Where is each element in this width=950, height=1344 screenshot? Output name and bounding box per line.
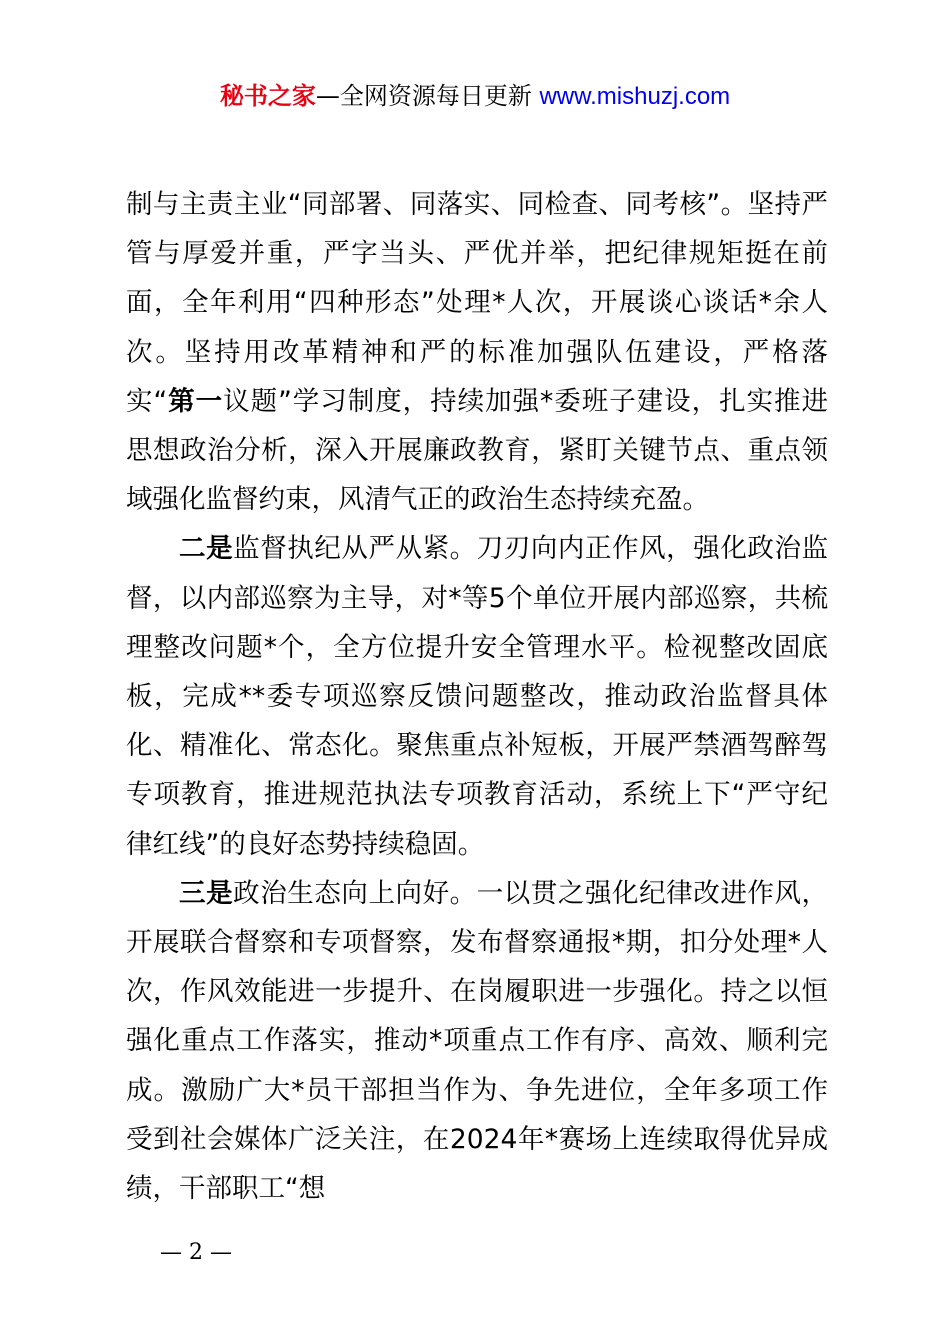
site-brand: 秘书之家: [219, 82, 316, 110]
paragraph-continued: [126, 180, 828, 524]
paragraph-bold-term: 第一: [167, 385, 224, 417]
paragraph-text: 监督执纪从严从紧。刀刃向内正作风，强化政治监督，以内部巡察为主导，对*等5个单位开展内部巡察，共梳理整改问题*个，全方位提升安全管理水平。检视整改固底板，完成**委专项巡察反馈问题整改，推动政治监督具体化、精准化、常态化。聚焦重点补短板，开展严禁酒驾醉驾专项教育，推进规范执法专项教育活动，系统上下“严守纪律红线”的良好态势持续稳固。: [126, 533, 829, 860]
site-url-link[interactable]: www.mishuzj.com: [539, 83, 731, 110]
paragraph-lead: 三是: [179, 877, 234, 909]
site-tagline: —全网资源每日更新: [315, 82, 540, 110]
paragraph-point-two: [126, 524, 828, 868]
paragraph-lead: 二是: [179, 533, 234, 565]
document-body: [126, 180, 828, 1213]
paragraph-text: 政治生态向上向好。一以贯之强化纪律改进作风，开展联合督察和专项督察，发布督察通报*期，扣分处理*人次，作风效能进一步提升、在岗履职进一步强化。持之以恒强化重点工作落实，推动*项重点工作有序、高效、顺利完成。激励广大*员干部担当作为、争先进位，全年多项工作受到社会媒体广泛关注，在2024年*赛场上连续取得优异成绩，干部职工“想: [126, 877, 829, 1205]
paragraph-text: 制与主责主业“同部署、同落实、同检查、同考核”。坚持严管与厚爱并重，严字当头、严优并举，把纪律规矩挺在前面，全年利用“四种形态”处理*人次，开展谈心谈话*余人次。坚持用改革精神和严的标准加强队伍建设，严格落实“: [126, 189, 828, 417]
paragraph-point-three: [126, 869, 828, 1213]
page-number: — 2 —: [160, 1240, 232, 1265]
site-header: [0, 78, 950, 115]
paragraph-text: 议题”学习制度，持续加强*委班子建设，扎实推进思想政治分析，深入开展廉政教育，紧盯关键节点、重点领域强化监督约束，风清气正的政治生态持续充盈。: [126, 385, 828, 516]
